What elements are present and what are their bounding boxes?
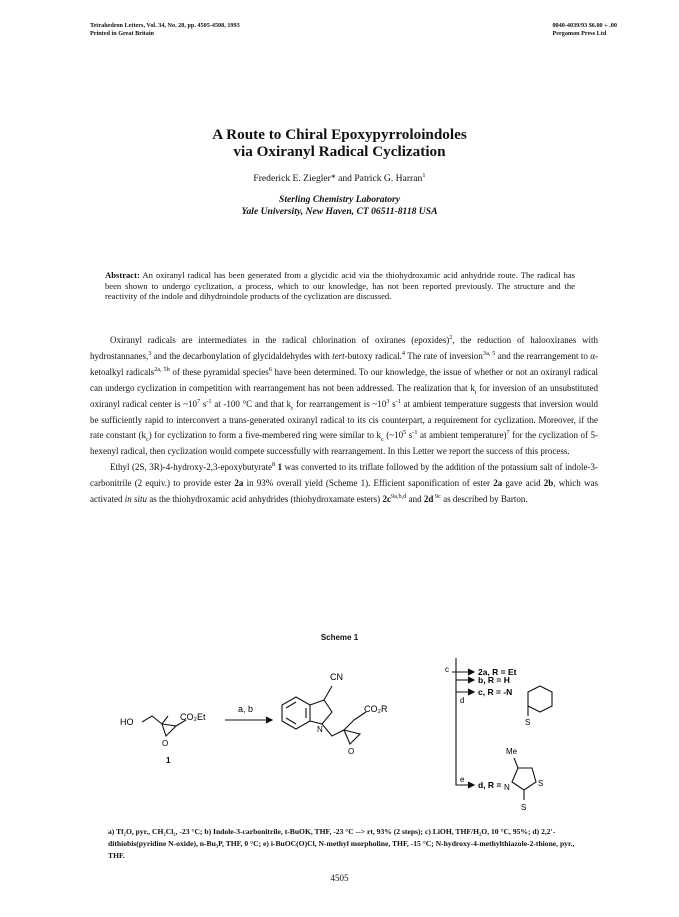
compound-ref: 1 — [277, 462, 283, 473]
compound-ref: 2a — [234, 478, 244, 489]
p1-text: -butoxy radical. — [344, 350, 402, 361]
label-ho: HO — [120, 717, 134, 727]
p2-text: and — [406, 494, 424, 505]
abstract-label: Abstract: — [105, 270, 140, 280]
affiliation-lab: Sterling Chemistry Laboratory — [279, 194, 400, 205]
p1-ref: 2 — [449, 334, 453, 341]
label-step-c: c — [445, 665, 449, 674]
label-co2et: CO₂Et — [180, 712, 206, 722]
p1-ref: 3 — [148, 349, 152, 357]
page-number: 4505 — [330, 873, 349, 883]
author-and: and — [338, 173, 352, 184]
p2-text: as described by Barton. — [440, 494, 528, 505]
label-2b: b, R = H — [478, 675, 510, 685]
label-step-d: d — [460, 696, 465, 705]
p1-subscript: c — [145, 436, 149, 444]
p2-text: Ethyl (2S, 3R)-4-hydroxy-2,3-epoxybutyrate — [110, 462, 272, 473]
title-line-1: A Route to Chiral Epoxypyrroloindoles — [212, 126, 467, 143]
p1-text: Oxiranyl radicals are intermediates in the radical chlorination of oxiranes (epoxides) — [110, 335, 450, 345]
author-footnote-marker: 1 — [422, 171, 426, 179]
manifold-arrow-c-head — [468, 669, 474, 675]
compound-1-skeleton — [142, 716, 168, 724]
p1-ref: 3a, 5 — [482, 349, 496, 357]
p1-text: at -100 °C and that k — [211, 398, 292, 409]
compound-ref: 2a — [493, 478, 503, 489]
reaction-arrow-ab-head — [266, 717, 272, 723]
label-co2r: CO₂R — [364, 704, 388, 714]
compound-1-epoxide — [162, 724, 176, 736]
p1-ref: 6 — [268, 365, 272, 373]
label-2a: 2a, R = Et — [478, 667, 517, 677]
p1-ref: 4 — [401, 349, 405, 357]
label-indole-n: N — [317, 725, 323, 734]
p1-text: s — [406, 430, 413, 441]
publisher-header — [552, 22, 617, 38]
p2-text: gave acid — [502, 478, 544, 489]
p1-exponent: -1 — [395, 397, 401, 405]
p1-text: s — [389, 398, 396, 409]
p1-text: for inversion of an unsubstituted oxiranyl radical center is ~10 — [90, 382, 598, 409]
p2-ref: 9c — [433, 493, 441, 501]
indole-pyrrole-ring — [310, 700, 332, 724]
p1-text: for rearrangement is ~10 — [293, 398, 387, 409]
issn-price: 0040-4039/93 $6.00 + .00 — [552, 22, 617, 29]
p1-italic: tert — [332, 350, 345, 361]
p1-text: of these pyramidal species — [169, 366, 269, 377]
manifold-arrow-d-head — [468, 689, 474, 695]
printed-in: Printed in Great Britain — [90, 30, 154, 37]
p1-text: The rate of inversion — [404, 350, 483, 361]
p2-ref: 8 — [271, 461, 276, 469]
label-me: Me — [506, 747, 518, 756]
p1-exponent: 3 — [386, 397, 390, 405]
label-thiazole-thione-s: S — [521, 803, 527, 812]
indole-benzene-inner — [286, 702, 306, 724]
p1-exponent: -1 — [412, 429, 418, 437]
scheme-footnote: a) Tf₂O, pyr., CH₂Cl₂, -23 °C; b) Indole-3-carbonitrile, t-BuOK, THF, -23 °C --> rt, 93% (2 steps); c) LiOH, THF/H₂O, 10 °C, 95%; d) 2,2'-dithiobis(pyridine N-oxide), n-Bu₃P, THF, 0 °C; e) i-BuOC(O)Cl, N-methyl morpholine, THF, -15 °C; N-hydroxy-4-methylthiazole-2-thione, pyr., THF. — [108, 827, 575, 861]
p1-text: have been determined. To our knowledge, the issue of whether or not an oxiranyl radical can undergo cyclization in competition with rearrangement has not been addressed. The realization that k — [90, 366, 598, 393]
author-harran: Patrick G. Harran — [354, 173, 423, 184]
label-thiazole-ring-s: S — [538, 779, 544, 788]
p2-text: was converted to its triflate followed by the addition of the potassium salt of indole-3-carbonitrile (2 equiv.) to provide ester — [90, 462, 599, 489]
compound-1-label: 1 — [166, 756, 171, 765]
p1-subscript: c — [380, 436, 384, 444]
journal-header — [90, 22, 240, 38]
p2-text: , which was activated — [90, 478, 598, 505]
p1-exponent: 5 — [403, 429, 407, 437]
p1-subscript: r — [291, 404, 294, 412]
title-line-2: via Oxiranyl Radical Cyclization — [233, 143, 446, 160]
pyridine-thione-ring — [528, 686, 552, 712]
p1-text: at ambient temperature suggests that inversion would be sufficiently rapid to interconvert a trans-generated oxiranyl radical to its cis counterpart, a requirement for cyclization. Moreover, if the rate constant (k — [90, 398, 598, 441]
reaction-scheme — [100, 650, 600, 825]
p1-text: and the decarbonylation of glycidaldehydes with — [151, 350, 333, 361]
thiazole-methyl-bond — [514, 758, 518, 768]
label-pyridine-s: S — [525, 718, 531, 727]
label-2d: d, R = — [478, 780, 502, 790]
label-epoxide-o-1: O — [162, 739, 169, 748]
manifold-arrow-b-head — [468, 677, 474, 683]
label-thiazole-n: N — [504, 783, 510, 792]
p2-italic: in situ — [124, 494, 147, 505]
p1-exponent: -1 — [206, 397, 212, 405]
reagents-ab: a, b — [238, 704, 254, 714]
label-epoxide-o-2: O — [348, 747, 355, 756]
affiliation — [0, 194, 679, 218]
scheme-label: Scheme 1 — [320, 633, 359, 642]
p1-ref: 7 — [506, 429, 510, 437]
p1-text: for the cyclization of 5-hexenyl radical, then cyclization would compete successfully with rearrangement. In this Letter we report the success of this process. — [90, 430, 598, 457]
manifold-arrow-e-head — [468, 782, 474, 788]
p1-text: ) for cyclization to form a five-membered ring were similar to k — [148, 430, 381, 441]
author-ziegler: Frederick E. Ziegler* — [253, 173, 336, 184]
compound-ref: 2b — [543, 478, 554, 489]
p1-text: at ambient temperature) — [417, 430, 507, 441]
compound-ref: 2c — [382, 494, 391, 505]
label-2c: c, R = -N — [478, 687, 513, 697]
paper-title — [0, 126, 679, 160]
label-cn: CN — [330, 672, 343, 682]
p2-text: in 93% overall yield (Scheme 1). Efficient saponification of ester — [243, 478, 494, 489]
p1-text: (~10 — [383, 430, 404, 441]
paragraph-1 — [90, 333, 598, 460]
p1-text: and the rearrangement to α-ketoalkyl radicals — [90, 350, 599, 377]
affiliation-university: Yale University, New Haven, CT 06511-8118 USA — [241, 206, 438, 217]
p1-exponent: 7 — [197, 397, 201, 405]
abstract-text: An oxiranyl radical has been generated from a glycidic acid via the thiohydroxamic acid anhydride route. The radical has been shown to undergo cyclization, a process, which to our knowledge, has not been reported previously. The structure and the reactivity of the indole and dihydroindole products of the cyclization are discussed. — [105, 270, 575, 302]
indole-nitrile-bond — [324, 686, 332, 700]
p1-text: , the reduction of halooxiranes with hydrostannanes, — [90, 335, 599, 361]
thiazole-thione-ring — [512, 768, 536, 790]
p2-ref: 9a,b,d — [390, 493, 407, 501]
journal-citation: Tetrahedron Letters, Vol. 34, No. 28, pp. 4505-4508, 1993 — [90, 22, 240, 29]
indole-n-substituent — [322, 720, 354, 736]
body-text — [90, 333, 598, 508]
p1-text: s — [200, 398, 207, 409]
p1-ref: 2a, 5b — [154, 365, 170, 373]
compound-ref: 2d — [423, 494, 434, 505]
p1-subscript: i — [474, 388, 477, 396]
publisher-name: Pergamon Press Ltd — [552, 30, 607, 37]
paragraph-2 — [90, 460, 598, 508]
label-step-e: e — [460, 775, 465, 784]
abstract — [105, 270, 575, 302]
author-list — [0, 173, 679, 184]
indole-epoxide — [344, 730, 360, 744]
p2-text: as the thiohydroxamic acid anhydrides (thiohydroxamate esters) — [147, 494, 383, 505]
manifold-line-e — [456, 692, 472, 785]
